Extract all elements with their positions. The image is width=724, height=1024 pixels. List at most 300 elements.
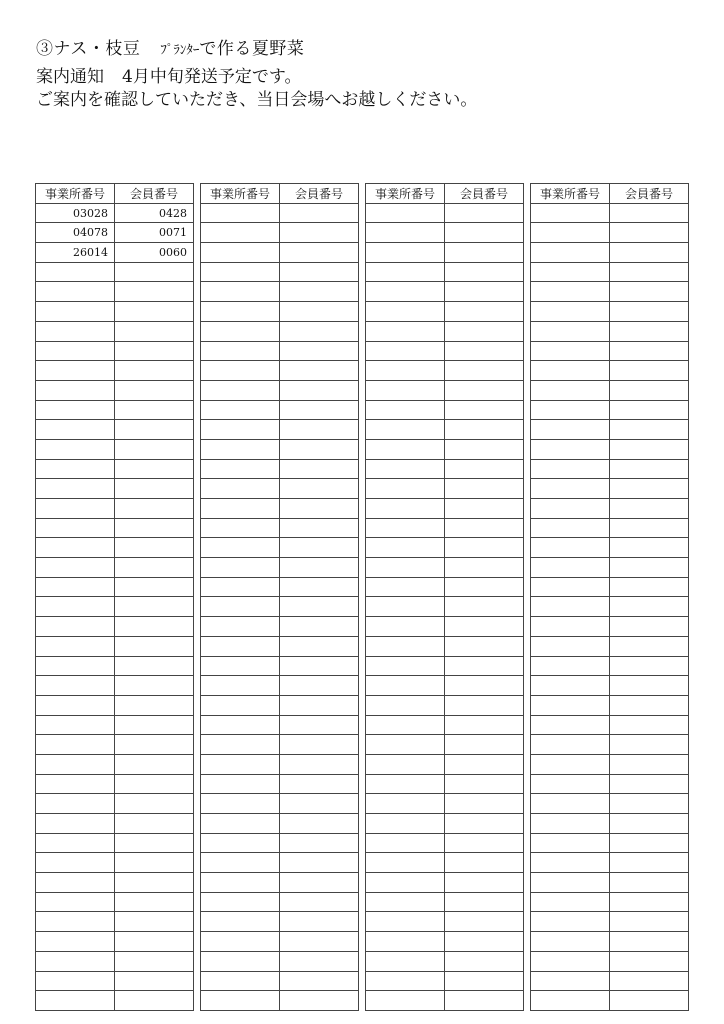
table-row bbox=[366, 754, 524, 774]
title-suffix: で作る夏野菜 bbox=[199, 39, 305, 59]
table-row bbox=[531, 518, 689, 538]
office-number-cell bbox=[531, 656, 610, 676]
member-number-cell bbox=[115, 892, 194, 912]
office-number-cell bbox=[36, 794, 115, 814]
office-number-cell bbox=[201, 361, 280, 381]
table-row bbox=[201, 420, 359, 440]
member-number-cell bbox=[115, 971, 194, 991]
office-number-cell bbox=[366, 361, 445, 381]
member-number-cell bbox=[610, 518, 689, 538]
table-row bbox=[201, 814, 359, 834]
office-number-cell bbox=[366, 420, 445, 440]
office-number-cell bbox=[201, 676, 280, 696]
office-number-cell bbox=[366, 754, 445, 774]
table-row bbox=[531, 538, 689, 558]
office-number-cell bbox=[531, 203, 610, 223]
table-row bbox=[201, 617, 359, 637]
member-number-cell bbox=[280, 499, 359, 519]
member-number-cell bbox=[115, 400, 194, 420]
office-number-cell bbox=[201, 814, 280, 834]
member-number-cell bbox=[115, 912, 194, 932]
office-number-cell bbox=[366, 892, 445, 912]
member-number-cell bbox=[445, 400, 524, 420]
member-number-cell bbox=[610, 932, 689, 952]
office-number-cell bbox=[366, 479, 445, 499]
notice-text bbox=[36, 66, 477, 112]
table-row bbox=[36, 341, 194, 361]
office-number-cell bbox=[36, 774, 115, 794]
office-number-cell bbox=[201, 380, 280, 400]
table-row bbox=[36, 282, 194, 302]
table-row bbox=[531, 833, 689, 853]
member-number-cell bbox=[445, 321, 524, 341]
office-number-header: 事業所番号 bbox=[531, 184, 610, 204]
table-header-row bbox=[531, 184, 689, 204]
office-number-cell bbox=[366, 695, 445, 715]
member-number-cell bbox=[610, 617, 689, 637]
office-number-cell bbox=[36, 400, 115, 420]
office-number-cell bbox=[36, 754, 115, 774]
member-number-cell bbox=[610, 774, 689, 794]
office-number-cell bbox=[531, 479, 610, 499]
table-row bbox=[366, 794, 524, 814]
office-number-cell bbox=[201, 892, 280, 912]
member-number-cell bbox=[115, 321, 194, 341]
table-row bbox=[366, 833, 524, 853]
table-row bbox=[366, 656, 524, 676]
office-number-cell bbox=[36, 341, 115, 361]
office-number-cell bbox=[36, 676, 115, 696]
member-number-cell bbox=[280, 932, 359, 952]
office-number-cell bbox=[201, 774, 280, 794]
member-number-cell bbox=[610, 439, 689, 459]
table-row bbox=[36, 715, 194, 735]
member-number-cell bbox=[115, 873, 194, 893]
table-row bbox=[366, 203, 524, 223]
office-number-cell bbox=[366, 243, 445, 263]
member-number-cell bbox=[280, 558, 359, 578]
office-number-cell bbox=[201, 617, 280, 637]
member-number-cell bbox=[610, 991, 689, 1011]
table-row bbox=[366, 499, 524, 519]
member-number-cell bbox=[115, 479, 194, 499]
table-row bbox=[366, 538, 524, 558]
table-row bbox=[531, 636, 689, 656]
member-number-cell bbox=[610, 538, 689, 558]
office-number-cell bbox=[531, 243, 610, 263]
table-row bbox=[531, 459, 689, 479]
member-number-cell bbox=[115, 951, 194, 971]
member-number-cell bbox=[280, 479, 359, 499]
title-middle: ﾌﾟﾗﾝﾀｰ bbox=[160, 43, 200, 58]
table-row bbox=[366, 361, 524, 381]
member-number-cell bbox=[280, 380, 359, 400]
member-number-cell bbox=[280, 971, 359, 991]
table-row bbox=[201, 223, 359, 243]
office-number-cell: 26014 bbox=[36, 243, 115, 263]
table-row bbox=[201, 774, 359, 794]
table-row bbox=[36, 932, 194, 952]
office-number-cell bbox=[531, 380, 610, 400]
office-number-cell bbox=[531, 951, 610, 971]
office-number-cell bbox=[36, 499, 115, 519]
table-row bbox=[366, 951, 524, 971]
member-number-cell bbox=[115, 735, 194, 755]
office-number-cell bbox=[36, 951, 115, 971]
office-number-cell bbox=[36, 715, 115, 735]
table-row bbox=[201, 676, 359, 696]
member-number-cell bbox=[445, 676, 524, 696]
member-number-cell bbox=[280, 420, 359, 440]
member-number-cell bbox=[280, 794, 359, 814]
member-number-cell bbox=[445, 814, 524, 834]
member-number-cell bbox=[445, 558, 524, 578]
table-row bbox=[531, 597, 689, 617]
member-number-cell bbox=[115, 380, 194, 400]
table-row bbox=[531, 715, 689, 735]
office-number-cell bbox=[531, 971, 610, 991]
member-number-cell bbox=[280, 774, 359, 794]
table-row bbox=[201, 873, 359, 893]
office-number-cell bbox=[36, 853, 115, 873]
office-number-cell bbox=[201, 518, 280, 538]
office-number-cell bbox=[36, 302, 115, 322]
office-number-cell bbox=[366, 262, 445, 282]
office-number-cell bbox=[36, 380, 115, 400]
office-number-cell bbox=[531, 439, 610, 459]
member-number-cell bbox=[445, 735, 524, 755]
table-row bbox=[531, 735, 689, 755]
office-number-cell bbox=[201, 223, 280, 243]
member-number-cell bbox=[280, 912, 359, 932]
member-number-cell bbox=[115, 754, 194, 774]
table-row bbox=[366, 873, 524, 893]
office-number-cell bbox=[366, 735, 445, 755]
office-number-cell bbox=[201, 459, 280, 479]
office-number-cell bbox=[366, 833, 445, 853]
table-row bbox=[531, 991, 689, 1011]
table-row bbox=[36, 754, 194, 774]
member-number-cell bbox=[610, 203, 689, 223]
notice-line-2: ご案内を確認していただき、当日会場へお越しください。 bbox=[36, 90, 478, 110]
member-number-cell bbox=[115, 814, 194, 834]
table-row bbox=[201, 262, 359, 282]
member-number-cell bbox=[280, 282, 359, 302]
member-number-cell bbox=[610, 262, 689, 282]
office-number-cell bbox=[36, 636, 115, 656]
member-number-cell bbox=[280, 459, 359, 479]
office-number-cell bbox=[201, 420, 280, 440]
roster-table-3 bbox=[365, 183, 524, 1011]
office-number-cell bbox=[36, 577, 115, 597]
office-number-cell bbox=[366, 400, 445, 420]
office-number-cell bbox=[201, 479, 280, 499]
table-row bbox=[201, 656, 359, 676]
member-number-cell bbox=[610, 380, 689, 400]
member-number-cell bbox=[445, 715, 524, 735]
member-number-cell bbox=[445, 302, 524, 322]
table-row bbox=[366, 814, 524, 834]
roster-table-1 bbox=[35, 183, 194, 1011]
table-row bbox=[201, 499, 359, 519]
member-number-cell bbox=[445, 597, 524, 617]
member-number-cell bbox=[280, 853, 359, 873]
member-number-cell bbox=[280, 597, 359, 617]
table-row bbox=[531, 695, 689, 715]
office-number-cell bbox=[201, 873, 280, 893]
office-number-cell bbox=[36, 617, 115, 637]
table-row bbox=[201, 971, 359, 991]
office-number-cell bbox=[201, 243, 280, 263]
table-row bbox=[36, 262, 194, 282]
office-number-cell bbox=[36, 735, 115, 755]
member-number-header: 会員番号 bbox=[445, 184, 524, 204]
table-row bbox=[36, 518, 194, 538]
table-row bbox=[36, 400, 194, 420]
member-number-cell bbox=[115, 361, 194, 381]
member-number-cell bbox=[445, 223, 524, 243]
table-row bbox=[531, 754, 689, 774]
member-number-cell bbox=[445, 617, 524, 637]
member-number-cell bbox=[445, 203, 524, 223]
table-row bbox=[201, 459, 359, 479]
table-row bbox=[36, 794, 194, 814]
member-number-cell bbox=[280, 302, 359, 322]
member-number-cell bbox=[610, 833, 689, 853]
office-number-cell bbox=[366, 912, 445, 932]
table-row bbox=[366, 341, 524, 361]
table-header-row bbox=[36, 184, 194, 204]
table-row bbox=[531, 774, 689, 794]
office-number-cell bbox=[531, 735, 610, 755]
table-row bbox=[366, 853, 524, 873]
office-number-cell bbox=[366, 577, 445, 597]
office-number-cell bbox=[36, 912, 115, 932]
table-row bbox=[366, 932, 524, 952]
member-number-cell bbox=[280, 833, 359, 853]
member-number-cell bbox=[115, 991, 194, 1011]
office-number-cell bbox=[531, 695, 610, 715]
table-row bbox=[201, 695, 359, 715]
member-number-cell bbox=[115, 577, 194, 597]
member-number-cell bbox=[280, 754, 359, 774]
table-row bbox=[531, 951, 689, 971]
table-row bbox=[36, 243, 194, 263]
office-number-cell bbox=[531, 754, 610, 774]
member-number-cell bbox=[280, 223, 359, 243]
office-number-cell bbox=[366, 636, 445, 656]
member-number-cell bbox=[445, 243, 524, 263]
table-row bbox=[366, 991, 524, 1011]
table-row bbox=[36, 558, 194, 578]
member-number-cell bbox=[610, 754, 689, 774]
office-number-cell bbox=[531, 499, 610, 519]
table-row bbox=[531, 971, 689, 991]
member-number-cell bbox=[115, 853, 194, 873]
member-number-cell bbox=[610, 597, 689, 617]
table-row bbox=[366, 459, 524, 479]
office-number-cell bbox=[36, 321, 115, 341]
member-number-cell bbox=[445, 341, 524, 361]
member-number-cell bbox=[445, 833, 524, 853]
office-number-cell bbox=[531, 991, 610, 1011]
member-number-cell bbox=[445, 695, 524, 715]
notice-schedule: 4月中旬発送予定です。 bbox=[122, 67, 302, 87]
office-number-cell: 04078 bbox=[36, 223, 115, 243]
table-row bbox=[201, 932, 359, 952]
member-number-cell bbox=[610, 971, 689, 991]
office-number-cell bbox=[201, 203, 280, 223]
table-row bbox=[531, 321, 689, 341]
office-number-cell bbox=[36, 971, 115, 991]
table-row bbox=[366, 302, 524, 322]
table-row bbox=[531, 558, 689, 578]
member-number-cell bbox=[610, 558, 689, 578]
table-row bbox=[201, 715, 359, 735]
member-number-cell bbox=[280, 951, 359, 971]
member-number-cell bbox=[445, 282, 524, 302]
member-number-header: 会員番号 bbox=[280, 184, 359, 204]
office-number-cell bbox=[366, 558, 445, 578]
member-number-cell bbox=[280, 735, 359, 755]
member-number-cell bbox=[445, 912, 524, 932]
member-number-cell bbox=[445, 636, 524, 656]
office-number-cell bbox=[366, 774, 445, 794]
table-row bbox=[531, 676, 689, 696]
member-number-cell bbox=[610, 814, 689, 834]
office-number-header: 事業所番号 bbox=[36, 184, 115, 204]
table-row bbox=[366, 774, 524, 794]
member-number-cell bbox=[610, 735, 689, 755]
table-row bbox=[201, 321, 359, 341]
table-row bbox=[36, 321, 194, 341]
office-number-cell bbox=[36, 892, 115, 912]
member-number-cell bbox=[280, 715, 359, 735]
member-number-cell bbox=[115, 932, 194, 952]
office-number-cell bbox=[201, 754, 280, 774]
table-row bbox=[36, 971, 194, 991]
table-row bbox=[36, 951, 194, 971]
office-number-cell bbox=[531, 774, 610, 794]
table-header-row bbox=[201, 184, 359, 204]
office-number-cell bbox=[36, 479, 115, 499]
member-number-cell bbox=[610, 479, 689, 499]
table-row bbox=[366, 892, 524, 912]
table-row bbox=[366, 577, 524, 597]
office-number-cell bbox=[201, 577, 280, 597]
member-number-cell bbox=[115, 715, 194, 735]
table-row bbox=[366, 243, 524, 263]
member-number-cell bbox=[610, 656, 689, 676]
table-row bbox=[531, 617, 689, 637]
office-number-cell bbox=[36, 558, 115, 578]
member-number-cell bbox=[115, 774, 194, 794]
member-number-cell bbox=[115, 636, 194, 656]
member-number-cell bbox=[610, 282, 689, 302]
office-number-cell bbox=[201, 912, 280, 932]
table-row bbox=[36, 302, 194, 322]
table-row bbox=[531, 656, 689, 676]
office-number-cell bbox=[201, 715, 280, 735]
office-number-cell bbox=[201, 558, 280, 578]
table-row bbox=[36, 735, 194, 755]
member-number-cell bbox=[280, 262, 359, 282]
office-number-cell bbox=[36, 459, 115, 479]
member-number-cell bbox=[280, 814, 359, 834]
member-number-cell bbox=[280, 695, 359, 715]
member-number-cell bbox=[610, 676, 689, 696]
office-number-cell bbox=[201, 636, 280, 656]
office-number-cell bbox=[201, 282, 280, 302]
member-number-cell bbox=[610, 243, 689, 263]
member-number-cell bbox=[115, 459, 194, 479]
member-number-cell bbox=[280, 321, 359, 341]
office-number-cell bbox=[366, 971, 445, 991]
table-row bbox=[531, 420, 689, 440]
member-number-cell bbox=[445, 262, 524, 282]
table-row bbox=[36, 853, 194, 873]
table-row bbox=[366, 518, 524, 538]
table-row bbox=[531, 499, 689, 519]
office-number-cell bbox=[531, 912, 610, 932]
office-number-cell bbox=[531, 400, 610, 420]
table-row bbox=[366, 597, 524, 617]
table-row bbox=[366, 617, 524, 637]
office-number-cell bbox=[366, 223, 445, 243]
member-number-cell bbox=[115, 341, 194, 361]
table-row bbox=[531, 243, 689, 263]
office-number-cell bbox=[531, 853, 610, 873]
table-row bbox=[201, 636, 359, 656]
member-number-cell bbox=[115, 676, 194, 696]
table-row bbox=[531, 282, 689, 302]
member-number-cell bbox=[115, 302, 194, 322]
member-number-cell bbox=[280, 518, 359, 538]
office-number-cell bbox=[201, 597, 280, 617]
office-number-cell bbox=[531, 538, 610, 558]
member-number-cell bbox=[610, 873, 689, 893]
office-number-cell bbox=[366, 321, 445, 341]
member-number-cell bbox=[445, 499, 524, 519]
office-number-cell bbox=[201, 735, 280, 755]
office-number-cell bbox=[531, 341, 610, 361]
office-number-cell bbox=[531, 814, 610, 834]
office-number-cell bbox=[201, 951, 280, 971]
member-number-cell bbox=[445, 459, 524, 479]
member-number-cell bbox=[280, 656, 359, 676]
table-row bbox=[366, 420, 524, 440]
member-number-cell bbox=[280, 400, 359, 420]
office-number-cell bbox=[201, 341, 280, 361]
office-number-cell bbox=[366, 597, 445, 617]
office-number-cell bbox=[531, 794, 610, 814]
table-row bbox=[531, 932, 689, 952]
table-row bbox=[531, 892, 689, 912]
roster-table-4 bbox=[530, 183, 689, 1011]
table-row bbox=[366, 676, 524, 696]
member-number-cell bbox=[610, 951, 689, 971]
office-number-header: 事業所番号 bbox=[366, 184, 445, 204]
member-number-cell bbox=[610, 695, 689, 715]
office-number-cell bbox=[531, 361, 610, 381]
member-number-cell bbox=[445, 479, 524, 499]
title-prefix: ③ナス・枝豆 bbox=[36, 39, 141, 59]
office-number-cell bbox=[366, 341, 445, 361]
member-number-cell bbox=[610, 577, 689, 597]
table-row bbox=[36, 459, 194, 479]
table-row bbox=[366, 971, 524, 991]
table-row bbox=[531, 439, 689, 459]
